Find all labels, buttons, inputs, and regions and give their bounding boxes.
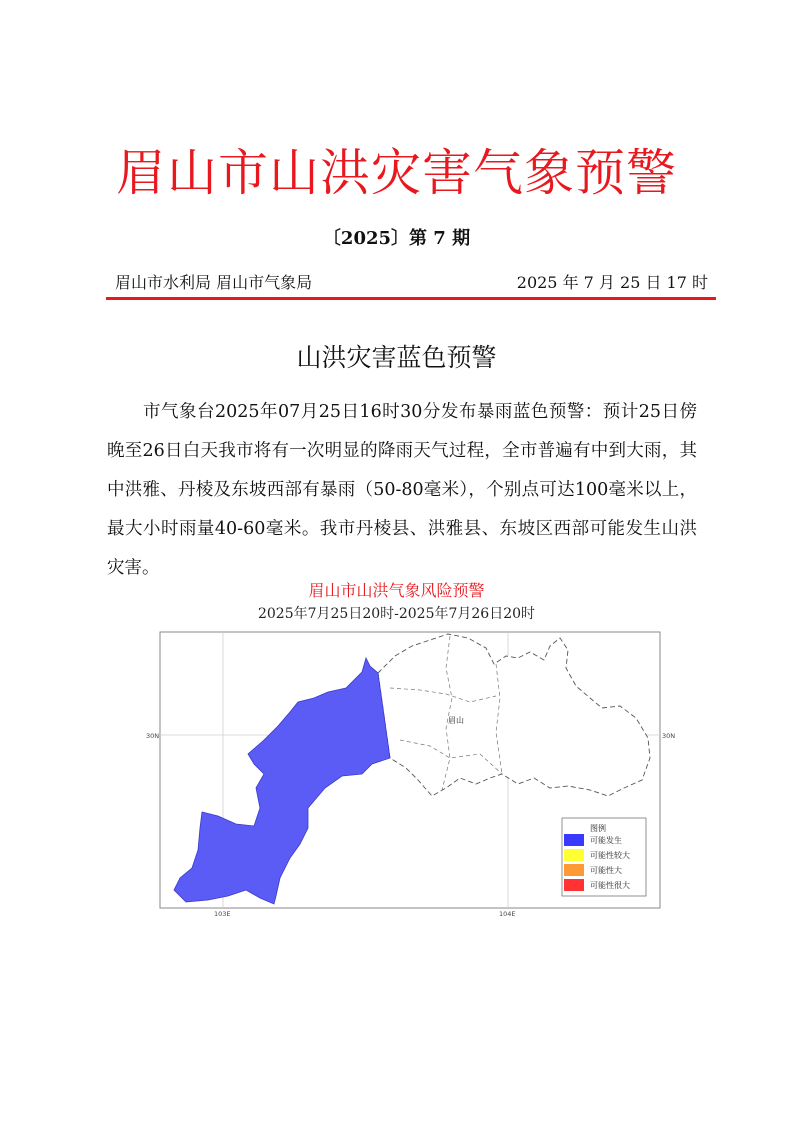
lat-label-right: 30N: [662, 732, 676, 740]
legend-label-4: 可能性很大: [590, 881, 630, 890]
issuer: 眉山市水利局 眉山市气象局: [115, 273, 313, 292]
map-title: 眉山市山洪气象风险预警: [308, 581, 485, 600]
place-label-meishan: 眉山: [448, 716, 464, 725]
legend-label-1: 可能发生: [590, 836, 622, 845]
map-legend: [562, 818, 646, 896]
issue-datetime: 2025 年 7 月 25 日 17 时: [516, 273, 708, 292]
warning-body: [107, 393, 697, 588]
lon-label-104: 104E: [499, 910, 516, 918]
lat-label-left: 30N: [146, 732, 160, 740]
map-svg: [146, 628, 676, 920]
warning-paragraph: 市气象台2025年07月25日16时30分发布暴雨蓝色预警：预计25日傍晚至26日白天我市将有一次明显的降雨天气过程，全市普遍有中到大雨，其中洪雅、丹棱及东坡西部有暴雨（50-80毫米），个别点可达100毫米以上，最大小时雨量40-60毫米。我市丹棱县、洪雅县、东坡区西部可能发生山洪灾害。: [107, 402, 697, 578]
legend-swatch-2: [564, 849, 584, 861]
map-subtitle: 2025年7月25日20时-2025年7月26日20时: [257, 606, 536, 622]
risk-map: [146, 628, 676, 920]
legend-swatch-3: [564, 864, 584, 876]
legend-swatch-4: [564, 879, 584, 891]
legend-label-2: 可能性较大: [590, 851, 630, 860]
warning-subtitle: 山洪灾害蓝色预警: [296, 343, 497, 372]
issue-number: 〔2025〕第 7 期: [322, 228, 471, 249]
legend-title: 图例: [590, 824, 606, 833]
document-title: 眉山市山洪灾害气象预警: [116, 144, 677, 202]
lon-label-103: 103E: [214, 910, 231, 918]
issuer-line: [115, 270, 708, 296]
red-divider: [106, 297, 716, 300]
legend-label-3: 可能性大: [590, 866, 622, 875]
legend-swatch-1: [564, 834, 584, 846]
